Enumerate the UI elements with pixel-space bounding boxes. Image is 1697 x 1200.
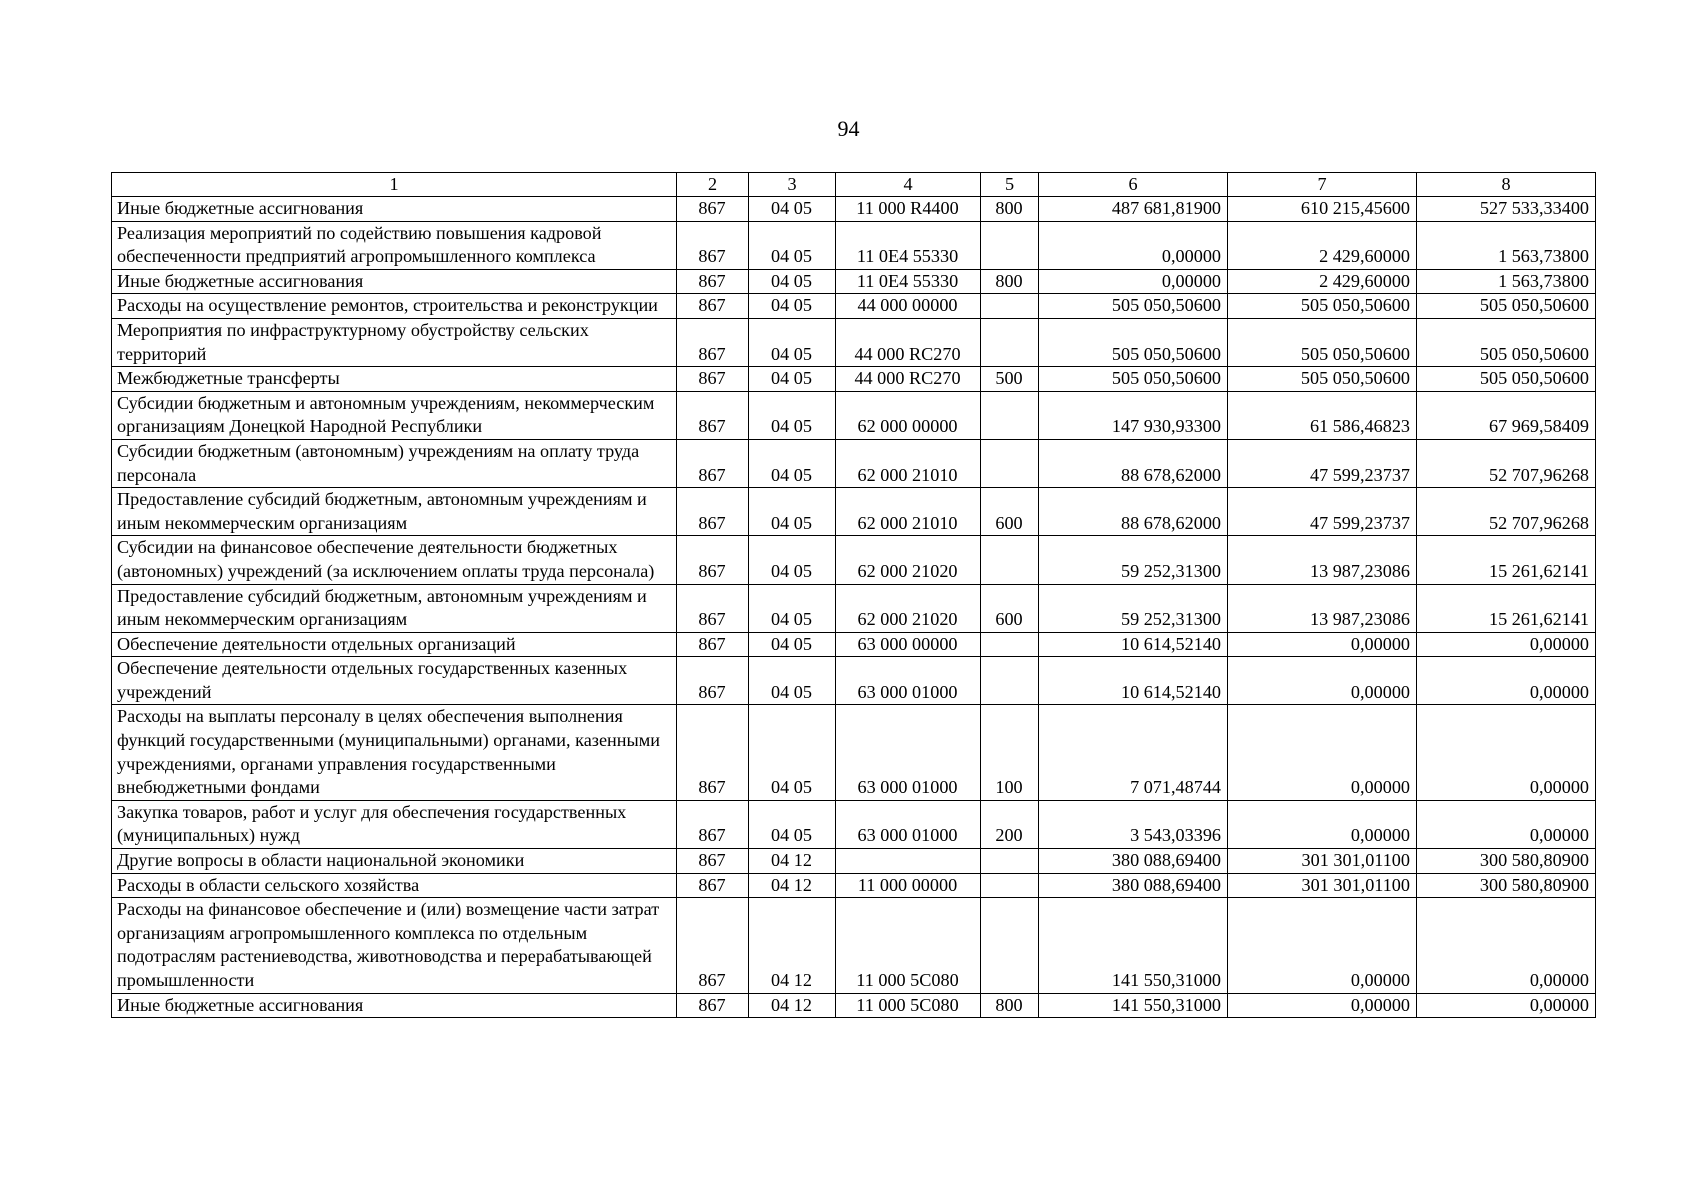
table-row (112, 439, 1596, 487)
target-article-cell: 62 000 21020 (836, 536, 981, 584)
expense-type-cell: 600 (981, 488, 1039, 536)
expense-type-cell: 800 (981, 269, 1039, 294)
column-header: 7 (1228, 173, 1417, 197)
page-number: 94 (837, 116, 860, 141)
section-code-cell: 04 12 (749, 898, 836, 993)
table-row (112, 367, 1596, 392)
amount-col8-cell: 0,00000 (1417, 800, 1596, 848)
expense-type-cell (981, 849, 1039, 874)
table-row (112, 318, 1596, 366)
section-code-cell: 04 05 (749, 800, 836, 848)
expense-type-cell: 500 (981, 367, 1039, 392)
section-code-cell: 04 05 (749, 367, 836, 392)
amount-col6-cell: 505 050,50600 (1039, 318, 1228, 366)
table-row (112, 269, 1596, 294)
section-code-cell: 04 05 (749, 536, 836, 584)
amount-col8-cell: 505 050,50600 (1417, 367, 1596, 392)
table-row (112, 705, 1596, 800)
table-row (112, 993, 1596, 1018)
section-code-cell: 04 05 (749, 632, 836, 657)
target-article-cell: 11 0E4 55330 (836, 221, 981, 269)
department-code-cell: 867 (677, 849, 749, 874)
item-name-cell: Реализация мероприятий по содействию повышения кадровой обеспеченности предприятий агропромышленного комплекса (112, 221, 677, 269)
column-header: 2 (677, 173, 749, 197)
target-article-cell: 62 000 00000 (836, 391, 981, 439)
table-row (112, 584, 1596, 632)
amount-col6-cell: 10 614,52140 (1039, 657, 1228, 705)
amount-col6-cell: 59 252,31300 (1039, 584, 1228, 632)
table-row (112, 294, 1596, 319)
amount-col6-cell: 0,00000 (1039, 221, 1228, 269)
item-name-cell: Предоставление субсидий бюджетным, автономным учреждениям и иным некоммерческим организациям (112, 488, 677, 536)
amount-col6-cell: 380 088,69400 (1039, 873, 1228, 898)
table-body (112, 197, 1596, 1018)
item-name-cell: Межбюджетные трансферты (112, 367, 677, 392)
section-code-cell: 04 05 (749, 391, 836, 439)
expense-type-cell (981, 657, 1039, 705)
target-article-cell: 11 000 R4400 (836, 197, 981, 222)
expense-type-cell (981, 439, 1039, 487)
section-code-cell: 04 05 (749, 657, 836, 705)
amount-col7-cell: 13 987,23086 (1228, 584, 1417, 632)
expense-type-cell: 800 (981, 993, 1039, 1018)
department-code-cell: 867 (677, 536, 749, 584)
amount-col6-cell: 88 678,62000 (1039, 488, 1228, 536)
item-name-cell: Иные бюджетные ассигнования (112, 993, 677, 1018)
item-name-cell: Обеспечение деятельности отдельных организаций (112, 632, 677, 657)
section-code-cell: 04 05 (749, 221, 836, 269)
amount-col7-cell: 0,00000 (1228, 632, 1417, 657)
amount-col8-cell: 505 050,50600 (1417, 318, 1596, 366)
amount-col8-cell: 300 580,80900 (1417, 849, 1596, 874)
expense-type-cell (981, 391, 1039, 439)
item-name-cell: Субсидии на финансовое обеспечение деятельности бюджетных (автономных) учреждений (за исключением оплаты труда персонала) (112, 536, 677, 584)
amount-col6-cell: 380 088,69400 (1039, 849, 1228, 874)
amount-col8-cell: 67 969,58409 (1417, 391, 1596, 439)
expense-type-cell (981, 898, 1039, 993)
expense-type-cell: 200 (981, 800, 1039, 848)
department-code-cell: 867 (677, 657, 749, 705)
expense-type-cell (981, 873, 1039, 898)
section-code-cell: 04 05 (749, 197, 836, 222)
amount-col7-cell: 301 301,01100 (1228, 849, 1417, 874)
amount-col7-cell: 47 599,23737 (1228, 488, 1417, 536)
item-name-cell: Предоставление субсидий бюджетным, автономным учреждениям и иным некоммерческим организациям (112, 584, 677, 632)
expense-type-cell (981, 318, 1039, 366)
table-row (112, 849, 1596, 874)
target-article-cell: 11 0E4 55330 (836, 269, 981, 294)
target-article-cell: 62 000 21020 (836, 584, 981, 632)
item-name-cell: Субсидии бюджетным (автономным) учреждениям на оплату труда персонала (112, 439, 677, 487)
item-name-cell: Другие вопросы в области национальной экономики (112, 849, 677, 874)
table-row (112, 536, 1596, 584)
amount-col8-cell: 15 261,62141 (1417, 584, 1596, 632)
target-article-cell: 63 000 00000 (836, 632, 981, 657)
amount-col6-cell: 0,00000 (1039, 269, 1228, 294)
department-code-cell: 867 (677, 993, 749, 1018)
amount-col6-cell: 88 678,62000 (1039, 439, 1228, 487)
amount-col7-cell: 0,00000 (1228, 993, 1417, 1018)
amount-col8-cell: 15 261,62141 (1417, 536, 1596, 584)
amount-col7-cell: 0,00000 (1228, 705, 1417, 800)
amount-col8-cell: 300 580,80900 (1417, 873, 1596, 898)
section-code-cell: 04 12 (749, 873, 836, 898)
department-code-cell: 867 (677, 873, 749, 898)
amount-col6-cell: 147 930,93300 (1039, 391, 1228, 439)
amount-col7-cell: 0,00000 (1228, 800, 1417, 848)
item-name-cell: Закупка товаров, работ и услуг для обеспечения государственных (муниципальных) нужд (112, 800, 677, 848)
amount-col6-cell: 505 050,50600 (1039, 367, 1228, 392)
section-code-cell: 04 05 (749, 294, 836, 319)
amount-col7-cell: 0,00000 (1228, 898, 1417, 993)
expense-type-cell: 600 (981, 584, 1039, 632)
department-code-cell: 867 (677, 584, 749, 632)
target-article-cell: 11 000 5C080 (836, 993, 981, 1018)
department-code-cell: 867 (677, 269, 749, 294)
target-article-cell: 44 000 RC270 (836, 318, 981, 366)
expense-type-cell: 100 (981, 705, 1039, 800)
target-article-cell: 62 000 21010 (836, 439, 981, 487)
column-header: 3 (749, 173, 836, 197)
amount-col6-cell: 7 071,48744 (1039, 705, 1228, 800)
department-code-cell: 867 (677, 632, 749, 657)
item-name-cell: Расходы на выплаты персоналу в целях обеспечения выполнения функций государственными (муниципальными) органами, казенными учреждениями, органами управления государственными внебюджетными фондами (112, 705, 677, 800)
target-article-cell: 44 000 00000 (836, 294, 981, 319)
amount-col6-cell: 3 543,03396 (1039, 800, 1228, 848)
amount-col8-cell: 1 563,73800 (1417, 221, 1596, 269)
amount-col7-cell: 505 050,50600 (1228, 294, 1417, 319)
section-code-cell: 04 05 (749, 584, 836, 632)
section-code-cell: 04 05 (749, 269, 836, 294)
target-article-cell: 62 000 21010 (836, 488, 981, 536)
target-article-cell (836, 849, 981, 874)
table-row (112, 221, 1596, 269)
table-row (112, 800, 1596, 848)
amount-col7-cell: 2 429,60000 (1228, 269, 1417, 294)
section-code-cell: 04 05 (749, 488, 836, 536)
section-code-cell: 04 05 (749, 439, 836, 487)
department-code-cell: 867 (677, 898, 749, 993)
department-code-cell: 867 (677, 439, 749, 487)
table-row (112, 632, 1596, 657)
amount-col6-cell: 59 252,31300 (1039, 536, 1228, 584)
item-name-cell: Обеспечение деятельности отдельных государственных казенных учреждений (112, 657, 677, 705)
expense-type-cell: 800 (981, 197, 1039, 222)
section-code-cell: 04 05 (749, 705, 836, 800)
expense-type-cell (981, 221, 1039, 269)
amount-col8-cell: 0,00000 (1417, 657, 1596, 705)
amount-col6-cell: 10 614,52140 (1039, 632, 1228, 657)
target-article-cell: 44 000 RC270 (836, 367, 981, 392)
amount-col7-cell: 47 599,23737 (1228, 439, 1417, 487)
table-row (112, 197, 1596, 222)
amount-col8-cell: 0,00000 (1417, 993, 1596, 1018)
amount-col7-cell: 2 429,60000 (1228, 221, 1417, 269)
department-code-cell: 867 (677, 488, 749, 536)
item-name-cell: Расходы на финансовое обеспечение и (или) возмещение части затрат организациям агропромышленного комплекса по отдельным подотраслям растениеводства, животноводства и перерабатывающей промышленности (112, 898, 677, 993)
column-header: 4 (836, 173, 981, 197)
expense-type-cell (981, 632, 1039, 657)
amount-col8-cell: 527 533,33400 (1417, 197, 1596, 222)
amount-col8-cell: 0,00000 (1417, 705, 1596, 800)
amount-col8-cell: 0,00000 (1417, 898, 1596, 993)
table-row (112, 898, 1596, 993)
column-header: 6 (1039, 173, 1228, 197)
department-code-cell: 867 (677, 705, 749, 800)
amount-col6-cell: 505 050,50600 (1039, 294, 1228, 319)
item-name-cell: Субсидии бюджетным и автономным учреждениям, некоммерческим организациям Донецкой Народной Республики (112, 391, 677, 439)
table-row (112, 488, 1596, 536)
amount-col7-cell: 301 301,01100 (1228, 873, 1417, 898)
amount-col7-cell: 505 050,50600 (1228, 367, 1417, 392)
department-code-cell: 867 (677, 294, 749, 319)
department-code-cell: 867 (677, 391, 749, 439)
department-code-cell: 867 (677, 318, 749, 366)
item-name-cell: Расходы на осуществление ремонтов, строительства и реконструкции (112, 294, 677, 319)
amount-col6-cell: 141 550,31000 (1039, 898, 1228, 993)
section-code-cell: 04 05 (749, 318, 836, 366)
amount-col8-cell: 1 563,73800 (1417, 269, 1596, 294)
department-code-cell: 867 (677, 197, 749, 222)
amount-col8-cell: 505 050,50600 (1417, 294, 1596, 319)
department-code-cell: 867 (677, 800, 749, 848)
amount-col7-cell: 610 215,45600 (1228, 197, 1417, 222)
item-name-cell: Мероприятия по инфраструктурному обустройству сельских территорий (112, 318, 677, 366)
expense-type-cell (981, 536, 1039, 584)
target-article-cell: 11 000 00000 (836, 873, 981, 898)
amount-col8-cell: 0,00000 (1417, 632, 1596, 657)
table-row (112, 391, 1596, 439)
column-header: 1 (112, 173, 677, 197)
budget-table (111, 172, 1596, 1018)
target-article-cell: 11 000 5C080 (836, 898, 981, 993)
amount-col6-cell: 487 681,81900 (1039, 197, 1228, 222)
table-header-row (112, 173, 1596, 197)
amount-col8-cell: 52 707,96268 (1417, 439, 1596, 487)
target-article-cell: 63 000 01000 (836, 705, 981, 800)
amount-col7-cell: 0,00000 (1228, 657, 1417, 705)
target-article-cell: 63 000 01000 (836, 657, 981, 705)
department-code-cell: 867 (677, 367, 749, 392)
amount-col8-cell: 52 707,96268 (1417, 488, 1596, 536)
amount-col6-cell: 141 550,31000 (1039, 993, 1228, 1018)
table-row (112, 873, 1596, 898)
amount-col7-cell: 61 586,46823 (1228, 391, 1417, 439)
expense-type-cell (981, 294, 1039, 319)
section-code-cell: 04 12 (749, 849, 836, 874)
item-name-cell: Расходы в области сельского хозяйства (112, 873, 677, 898)
column-header: 5 (981, 173, 1039, 197)
target-article-cell: 63 000 01000 (836, 800, 981, 848)
department-code-cell: 867 (677, 221, 749, 269)
amount-col7-cell: 505 050,50600 (1228, 318, 1417, 366)
table-row (112, 657, 1596, 705)
column-header: 8 (1417, 173, 1596, 197)
item-name-cell: Иные бюджетные ассигнования (112, 269, 677, 294)
amount-col7-cell: 13 987,23086 (1228, 536, 1417, 584)
item-name-cell: Иные бюджетные ассигнования (112, 197, 677, 222)
section-code-cell: 04 12 (749, 993, 836, 1018)
